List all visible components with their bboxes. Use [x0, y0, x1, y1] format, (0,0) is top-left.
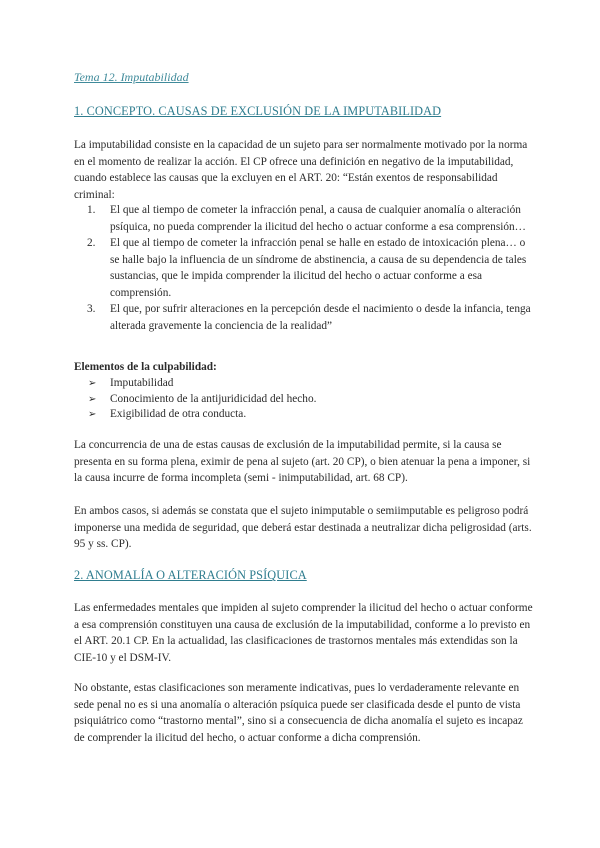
list-item [74, 301, 534, 334]
document-subtitle: Tema 12. Imputabilidad [74, 70, 189, 84]
section2-paragraph-1: Las enfermedades mentales que impiden al sujeto comprender la ilicitud del hecho o actuar conforme a esa comprensión constituyen una causa de exclusión de la imputabilidad, conforme a lo previsto en el ART. 20.1 CP. En la actualidad, las clasificaciones de trastornos mentales más extendidas son la CIE-10 y el DSM-IV. [74, 602, 533, 664]
section2-paragraph-2: No obstante, estas clasificaciones son meramente indicativas, pues lo verdaderamente relevante en sede penal no es si una anomalía o alteración psíquica puede ser clasificada desde el punto de vista psiquiátrico como “trastorno mental”, sino si a consecuencia de dicha anomalía el sujeto es incapaz de comprender la ilicitud del hecho, o actuar conforme a dicha comprensión. [74, 682, 523, 744]
list-text: Imputabilidad [110, 377, 174, 389]
elements-list [74, 376, 316, 423]
list-number: 2. [87, 237, 96, 249]
elements-title: Elementos de la culpabilidad: [74, 361, 217, 373]
section1-paragraph-2: La concurrencia de una de estas causas de exclusión de la imputabilidad permite, si la causa se presenta en su forma plena, eximir de pena al sujeto (art. 20 CP), o bien atenuar la pena a imponer, si la causa incurre de forma incompleta (semi - inimputabilidad, art. 68 CP). [74, 439, 531, 484]
list-text: Conocimiento de la antijuridicidad del hecho. [110, 392, 317, 405]
list-item [74, 235, 534, 301]
list-item [74, 376, 316, 392]
arrow-bullet-icon: ➢ [88, 393, 97, 405]
section2-heading: 2. ANOMALÍA O ALTERACIÓN PSÍQUICA [74, 568, 307, 582]
section1-paragraph-3: En ambos casos, si además se constata que el sujeto inimputable o semiimputable es peligroso podrá imponerse una medida de seguridad, que deberá estar destinada a neutralizar dicha peligrosidad (arts. 95 y ss. CP). [74, 505, 532, 550]
arrow-bullet-icon: ➢ [88, 378, 97, 389]
list-number: 1. [87, 204, 96, 216]
list-text: Exigibilidad de otra conducta. [110, 408, 247, 420]
list-text: El que, por sufrir alteraciones en la percepción desde el nacimiento o desde la infancia, tenga alterada gravemente la conciencia de la realidad” [110, 303, 531, 332]
list-text: El que al tiempo de cometer la infracción penal, a causa de cualquier anomalía o alteración psíquica, no pueda comprender la ilicitud del hecho o actuar conforme a esa comprensión… [110, 204, 526, 233]
list-item [74, 392, 316, 408]
arrow-bullet-icon: ➢ [88, 409, 97, 420]
exemption-list [74, 202, 534, 334]
list-number: 3. [87, 303, 96, 315]
list-item [74, 202, 534, 235]
list-item [74, 407, 316, 423]
section1-intro: La imputabilidad consiste en la capacidad de un sujeto para ser normalmente motivado por la norma en el momento de realizar la acción. El CP ofrece una definición en negativo de la imputabilidad, cuando establece las causas que la excluyen en el ART. 20: “Están exentos de responsabilidad criminal: [74, 139, 528, 201]
list-text: El que al tiempo de cometer la infracción penal se halle en estado de intoxicación plena… o se halle bajo la influencia de un síndrome de abstinencia, a causa de su dependencia de tales sustancias, que le impida comprender la ilicitud del hecho o actuar conforme a esa comprensión. [110, 237, 527, 299]
section1-heading: 1. CONCEPTO. CAUSAS DE EXCLUSIÓN DE LA IMPUTABILIDAD [74, 104, 442, 118]
